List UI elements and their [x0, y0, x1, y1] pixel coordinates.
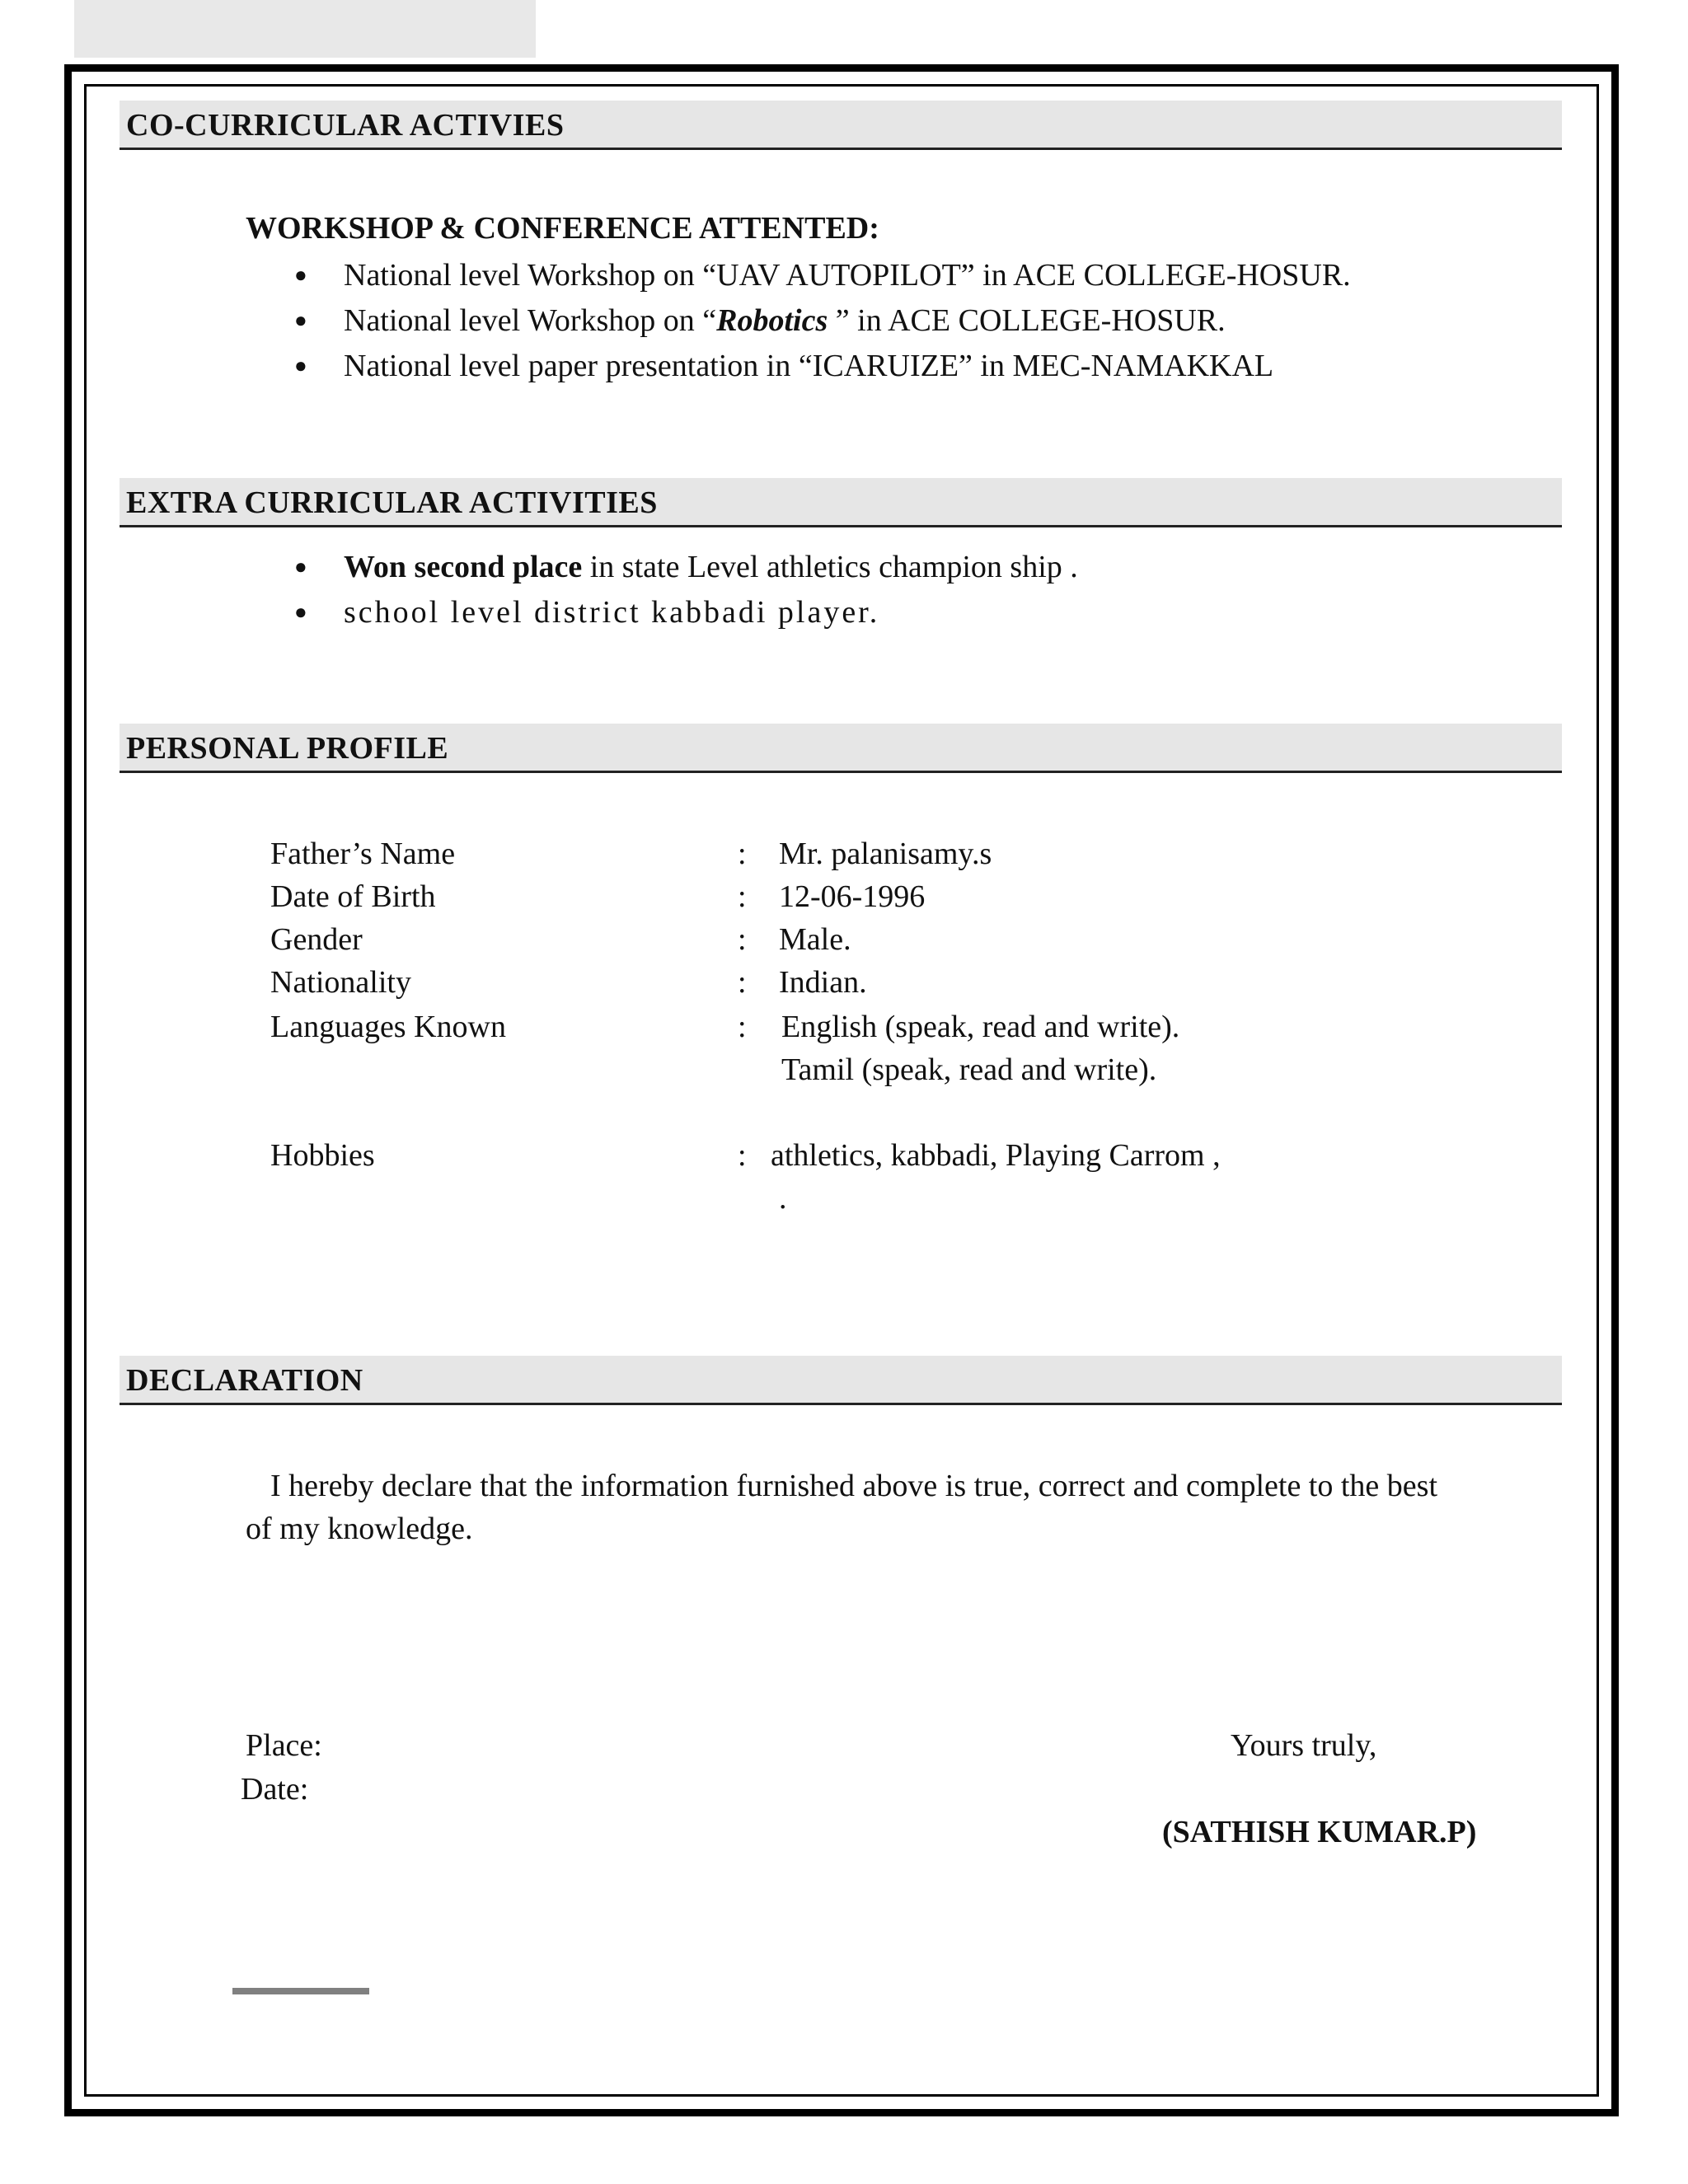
list-item-paper-presentation: National level paper presentation in “ICARUIZE” in MEC-NAMAKKAL [344, 349, 1274, 383]
profile-colon: : [738, 879, 747, 914]
bullet-icon: ● [294, 555, 307, 579]
bullet-icon: ● [294, 263, 307, 287]
declaration-text-line-1: I hereby declare that the information furnished above is true, correct and complete to the best [270, 1469, 1438, 1503]
page-border-inner [84, 84, 1599, 2097]
declaration-text-line-2: of my knowledge. [246, 1511, 473, 1546]
profile-label-father: Father’s Name [270, 837, 456, 871]
profile-value-nationality: Indian. [779, 965, 867, 1000]
bullet-icon: ● [294, 308, 307, 332]
signatory-name: (SATHISH KUMAR.P) [1162, 1815, 1477, 1849]
profile-value-hobbies: athletics, kabbadi, Playing Carrom , [771, 1138, 1221, 1173]
profile-value-dob: 12-06-1996 [779, 879, 926, 914]
profile-value-hobbies-continued: . [779, 1181, 787, 1216]
profile-value-gender: Male. [779, 922, 851, 957]
section-heading-extra-curricular: EXTRA CURRICULAR ACTIVITIES [120, 478, 1562, 527]
profile-colon: : [738, 965, 747, 1000]
profile-value-language-english: English (speak, read and write). [781, 1010, 1180, 1044]
list-item-athletics: Won second place in state Level athletics champion ship . [344, 550, 1078, 584]
profile-colon: : [738, 837, 747, 871]
bullet-icon: ● [294, 354, 307, 377]
place-label: Place: [246, 1728, 322, 1763]
profile-value-father: Mr. palanisamy.s [779, 837, 992, 871]
section-heading-co-curricular: CO-CURRICULAR ACTIVIES [120, 101, 1562, 150]
profile-colon: : [738, 922, 747, 957]
list-item-workshop-1: National level Workshop on “UAV AUTOPILOT” in ACE COLLEGE-HOSUR. [344, 258, 1351, 293]
profile-label-dob: Date of Birth [270, 879, 436, 914]
profile-label-languages: Languages Known [270, 1010, 506, 1044]
workshop-subheading: WORKSHOP & CONFERENCE ATTENTED: [246, 211, 879, 246]
date-label: Date: [241, 1772, 309, 1807]
bullet-icon: ● [294, 600, 307, 624]
top-tab-shading [74, 0, 536, 58]
profile-colon: : [738, 1010, 747, 1044]
signature-line [232, 1988, 369, 1994]
profile-label-nationality: Nationality [270, 965, 411, 1000]
profile-colon: : [738, 1138, 747, 1173]
list-item-kabbadi: school level district kabbadi player. [344, 595, 880, 630]
section-heading-personal-profile: PERSONAL PROFILE [120, 724, 1562, 773]
profile-value-language-tamil: Tamil (speak, read and write). [781, 1052, 1157, 1087]
closing-text: Yours truly, [1231, 1728, 1377, 1763]
profile-label-gender: Gender [270, 922, 363, 957]
profile-label-hobbies: Hobbies [270, 1138, 375, 1173]
list-item-workshop-2: National level Workshop on “Robotics ” in ACE COLLEGE-HOSUR. [344, 303, 1226, 338]
section-heading-declaration: DECLARATION [120, 1356, 1562, 1405]
